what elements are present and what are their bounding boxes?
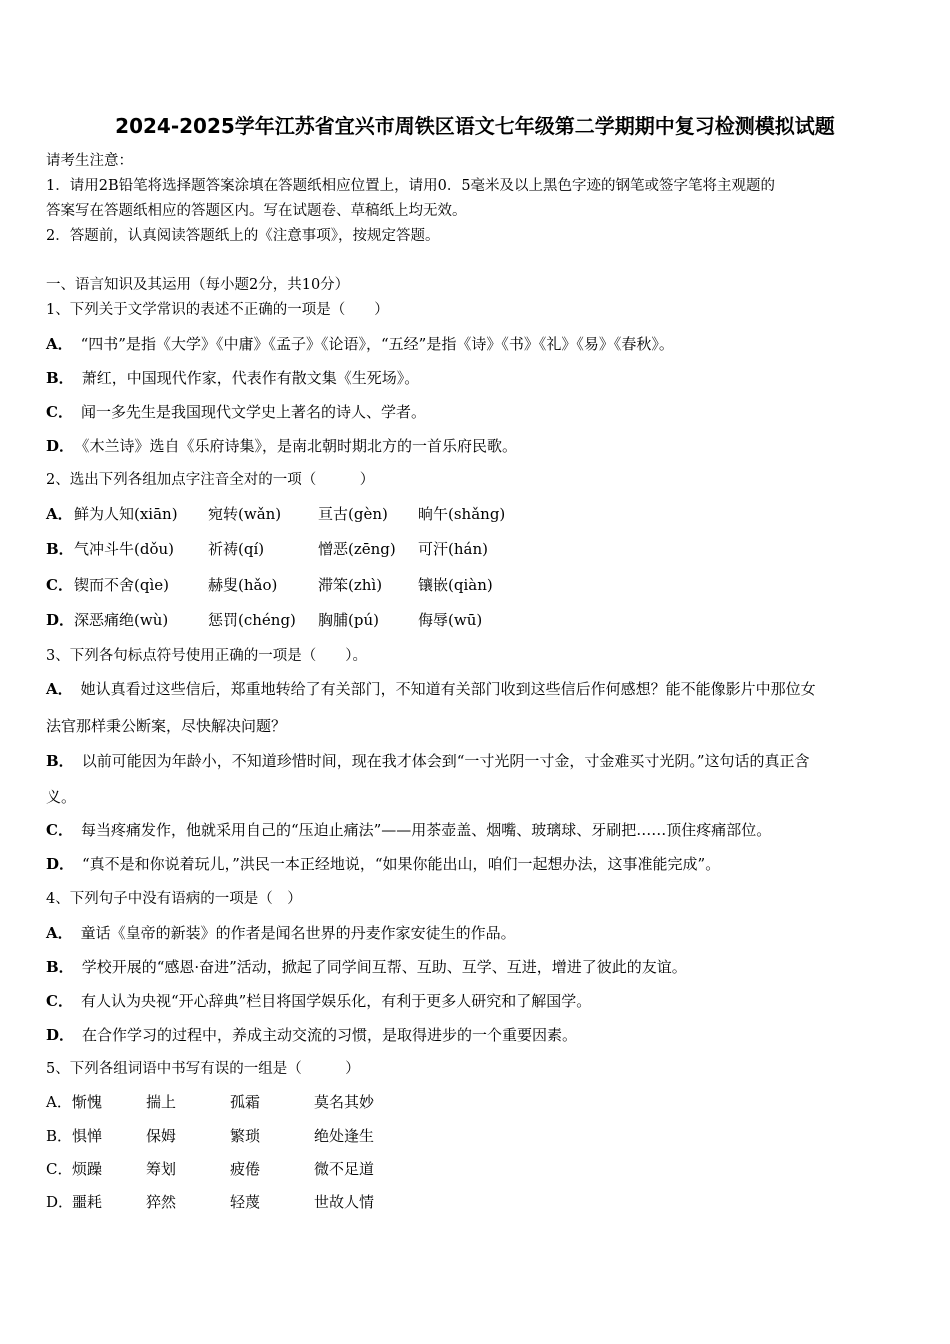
question-2-option-a-word-2: 宛转(wǎn) [208,505,282,523]
question-5-stem: 5、下列各组词语中书写有误的一组是（ ） [46,1061,360,1077]
question-1-stem: 1、下列关于文学常识的表述不正确的一项是（ ） [46,302,389,318]
question-5-option-b-word-4: 绝处逢生 [314,1127,375,1145]
question-2-option-a-label: A． [46,505,73,523]
question-4-option-a: A． 童话《皇帝的新装》的作者是闻名世界的丹麦作家安徒生的作品。 [46,924,516,942]
question-1-option-b: B． 萧红，中国现代作家，代表作有散文集《生死场》。 [46,369,420,387]
question-5-option-d-word-4: 世故人情 [314,1193,375,1211]
question-2-option-b-word-3: 憎恶(zēng) [318,540,396,558]
document-title: 2024-2025学年江苏省宜兴市周铁区语文七年级第二学期期中复习检测模拟试题 [115,114,835,138]
question-4-option-d: D． 在合作学习的过程中，养成主动交流的习惯，是取得进步的一个重要因素。 [46,1026,578,1044]
question-5-option-c-word-4: 微不足道 [314,1160,375,1178]
question-5-option-b-label: B． [46,1127,73,1145]
question-5-option-d-word-3: 轻蔑 [230,1193,261,1211]
question-2-option-a-word-4: 晌午(shǎng) [418,505,506,523]
question-5-option-c-word-3: 疲倦 [230,1160,261,1178]
question-2-option-d-word-4: 侮辱(wū) [418,611,483,629]
question-5-option-d-word-1: 噩耗 [72,1193,103,1211]
question-3-option-a-line-1: A． 她认真看过这些信后，郑重地转给了有关部门，不知道有关部门收到这些信后作何感想？能不能像影片中那位女 [46,680,816,698]
notice-item-1-line-1: 1．请用2B铅笔将选择题答案涂填在答题纸相应位置上，请用0．5毫米及以上黑色字迹的钢笔或签字笔将主观题的 [46,178,776,194]
question-1-option-d: D． 《木兰诗》选自《乐府诗集》，是南北朝时期北方的一首乐府民歌。 [46,437,518,455]
question-3-option-a-line-2: 法官那样秉公断案，尽快解决问题？ [46,717,287,735]
question-2-option-c-label: C． [46,576,73,594]
question-5-option-c-word-2: 筹划 [146,1160,177,1178]
question-3-stem: 3、下列各句标点符号使用正确的一项是（ ）。 [46,648,367,664]
question-5-option-c-word-1: 烦躁 [72,1160,103,1178]
question-2-option-d-label: D． [46,611,75,629]
question-4-stem: 4、下列句子中没有语病的一项是（ ） [46,891,302,907]
question-3-option-b-line-1: B． 以前可能因为年龄小，不知道珍惜时间，现在我才体会到“一寸光阴一寸金，寸金难买寸光阴。”这句话的真正含 [46,752,810,770]
question-2-option-a-word-1: 鲜为人知(xiān) [74,505,178,523]
question-5-option-a-word-3: 孤霜 [230,1093,261,1111]
question-2-option-d-word-2: 惩罚(chéng) [208,611,296,629]
question-2-option-b-word-4: 可汗(hán) [418,540,488,558]
question-5-option-a-word-1: 惭愧 [72,1093,103,1111]
question-5-option-b-word-1: 惧惮 [72,1127,103,1145]
section-heading: 一、语言知识及其运用（每小题2分，共10分） [46,277,350,293]
question-3-option-c: C． 每当疼痛发作，他就采用自己的“压迫止痛法”——用茶壶盖、烟嘴、玻璃球、牙刷把……顶住疼痛部位。 [46,821,772,839]
notice-item-2: 2．答题前，认真阅读答题纸上的《注意事项》，按规定答题。 [46,228,440,244]
question-2-option-b-label: B． [46,540,74,558]
question-5-option-b-word-2: 保姆 [146,1127,177,1145]
question-2-option-c-word-4: 镶嵌(qiàn) [418,576,493,594]
question-5-option-a-word-4: 莫名其妙 [314,1093,375,1111]
question-5-option-b-word-3: 繁琐 [230,1127,261,1145]
question-3-option-b-line-2: 义。 [46,788,77,806]
question-3-option-d: D． “真不是和你说着玩儿，”洪民一本正经地说，“如果你能出山，咱们一起想办法，这事准能完成”。 [46,855,721,873]
question-4-option-c: C． 有人认为央视“开心辞典”栏目将国学娱乐化，有利于更多人研究和了解国学。 [46,992,592,1010]
question-4-option-b: B． 学校开展的“感恩·奋进”活动，掀起了同学间互帮、互助、互学、互进，增进了彼此的友谊。 [46,958,687,976]
question-2-option-c-word-1: 锲而不舍(qìe) [74,576,169,594]
question-2-stem: 2、选出下列各组加点字注音全对的一项（ ） [46,472,375,488]
question-2-option-d-word-3: 胸脯(pú) [318,611,379,629]
question-5-option-d-label: D． [46,1193,74,1211]
question-2-option-d-word-1: 深恶痛绝(wù) [74,611,169,629]
question-2-option-c-word-3: 滞笨(zhì) [318,576,383,594]
question-1-option-a: A． “四书”是指《大学》《中庸》《孟子》《论语》，“五经”是指《诗》《书》《礼》《易》《春秋》。 [46,335,674,353]
question-5-option-d-word-2: 猝然 [146,1193,177,1211]
question-2-option-c-word-2: 赫叟(hǎo) [208,576,278,594]
question-5-option-a-word-2: 揣上 [146,1093,177,1111]
question-2-option-b-word-1: 气冲斗牛(dǒu) [74,540,174,558]
question-2-option-a-word-3: 亘古(gèn) [318,505,388,523]
notice-heading: 请考生注意： [46,153,133,169]
notice-item-1-line-2: 答案写在答题纸相应的答题区内。写在试题卷、草稿纸上均无效。 [46,203,467,219]
question-1-option-c: C． 闻一多先生是我国现代文学史上著名的诗人、学者。 [46,403,426,421]
question-5-option-c-label: C． [46,1160,73,1178]
question-2-option-b-word-2: 祈祷(qí) [208,540,265,558]
question-5-option-a-label: A． [46,1093,72,1111]
